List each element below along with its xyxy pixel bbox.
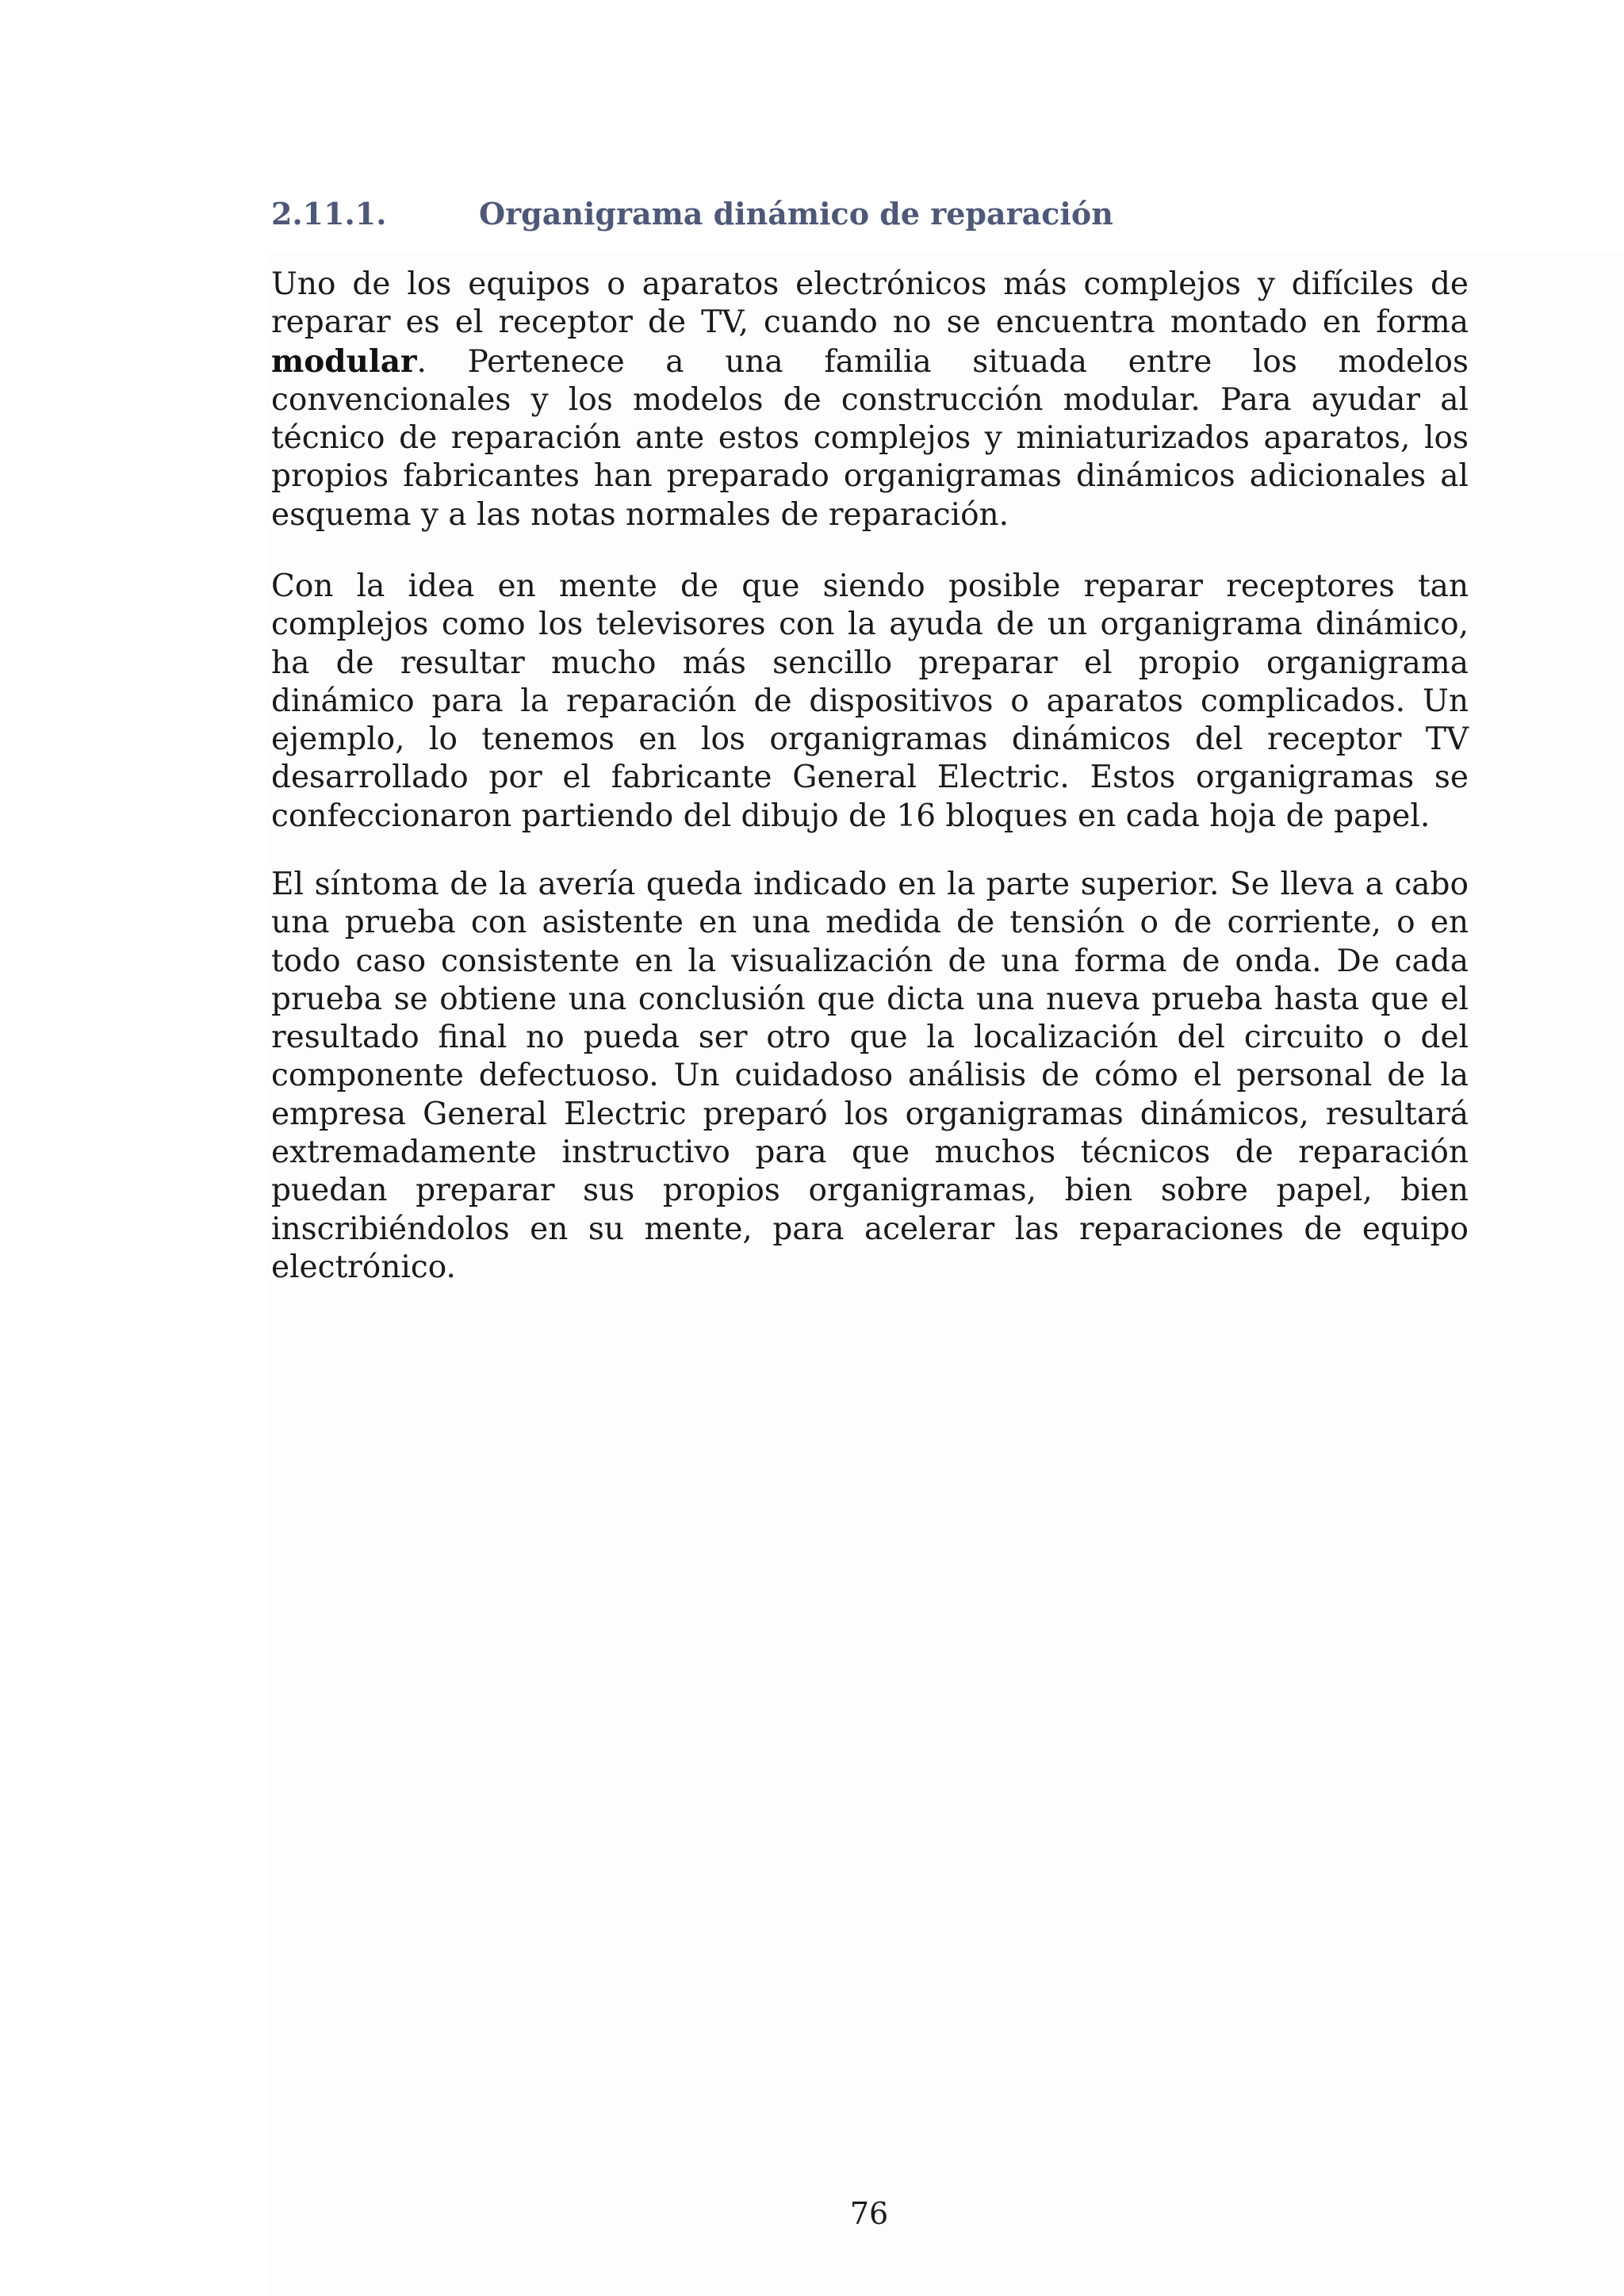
paragraph-1-text-start: Uno de los equipos o aparatos electrónicos más complejos y difíciles de reparar es el receptor de TV, cuando no se encuentra montado en forma [271,266,1469,341]
paragraph-1-text-end: . Pertenece a una familia situada entre los modelos convencionales y los modelos de construcción modular. Para ayudar al técnico de reparación ante estos complejos y miniaturizados aparatos, los propios fabricantes han preparado organigramas dinámicos adicionales al esquema y a las notas normales de reparación. [271,343,1469,533]
section-heading [271,190,1461,238]
page-number: 76 [849,2196,889,2231]
section-title: Organigrama dinámico de reparación [479,196,1113,232]
section-number: 2.11.1. [271,196,387,232]
paragraph-1 [271,266,1469,534]
paragraph-3: El síntoma de la avería queda indicado en la parte superior. Se lleva a cabo una prueba con asistente en una medida de tensión o de corriente, o en todo caso consistente en la visualización de una forma de onda. De cada prueba se obtiene una conclusión que dicta una nueva prueba hasta que el resultado final no pueda ser otro que la localización del circuito o del componente defectuoso. Un cuidadoso análisis de cómo el personal de la empresa General Electric preparó los organigramas dinámicos, resultará extremadamente instructivo para que muchos técnicos de reparación puedan preparar sus propios organigramas, bien sobre papel, bien inscribiéndolos en su mente, para acelerar las reparaciones de equipo electrónico. [271,867,1469,1285]
paragraph-1-bold-term: modular [271,342,417,380]
paragraph-2: Con la idea en mente de que siendo posible reparar receptores tan complejos como los televisores con la ayuda de un organigrama dinámico, ha de resultar mucho más sencillo preparar el propio organigrama dinámico para la reparación de dispositivos o aparatos complicados. Un ejemplo, lo tenemos en los organigramas dinámicos del receptor TV desarrollado por el fabricante General Electric. Estos organigramas se confeccionaron partiendo del dibujo de 16 bloques en cada hoja de papel. [271,568,1469,834]
